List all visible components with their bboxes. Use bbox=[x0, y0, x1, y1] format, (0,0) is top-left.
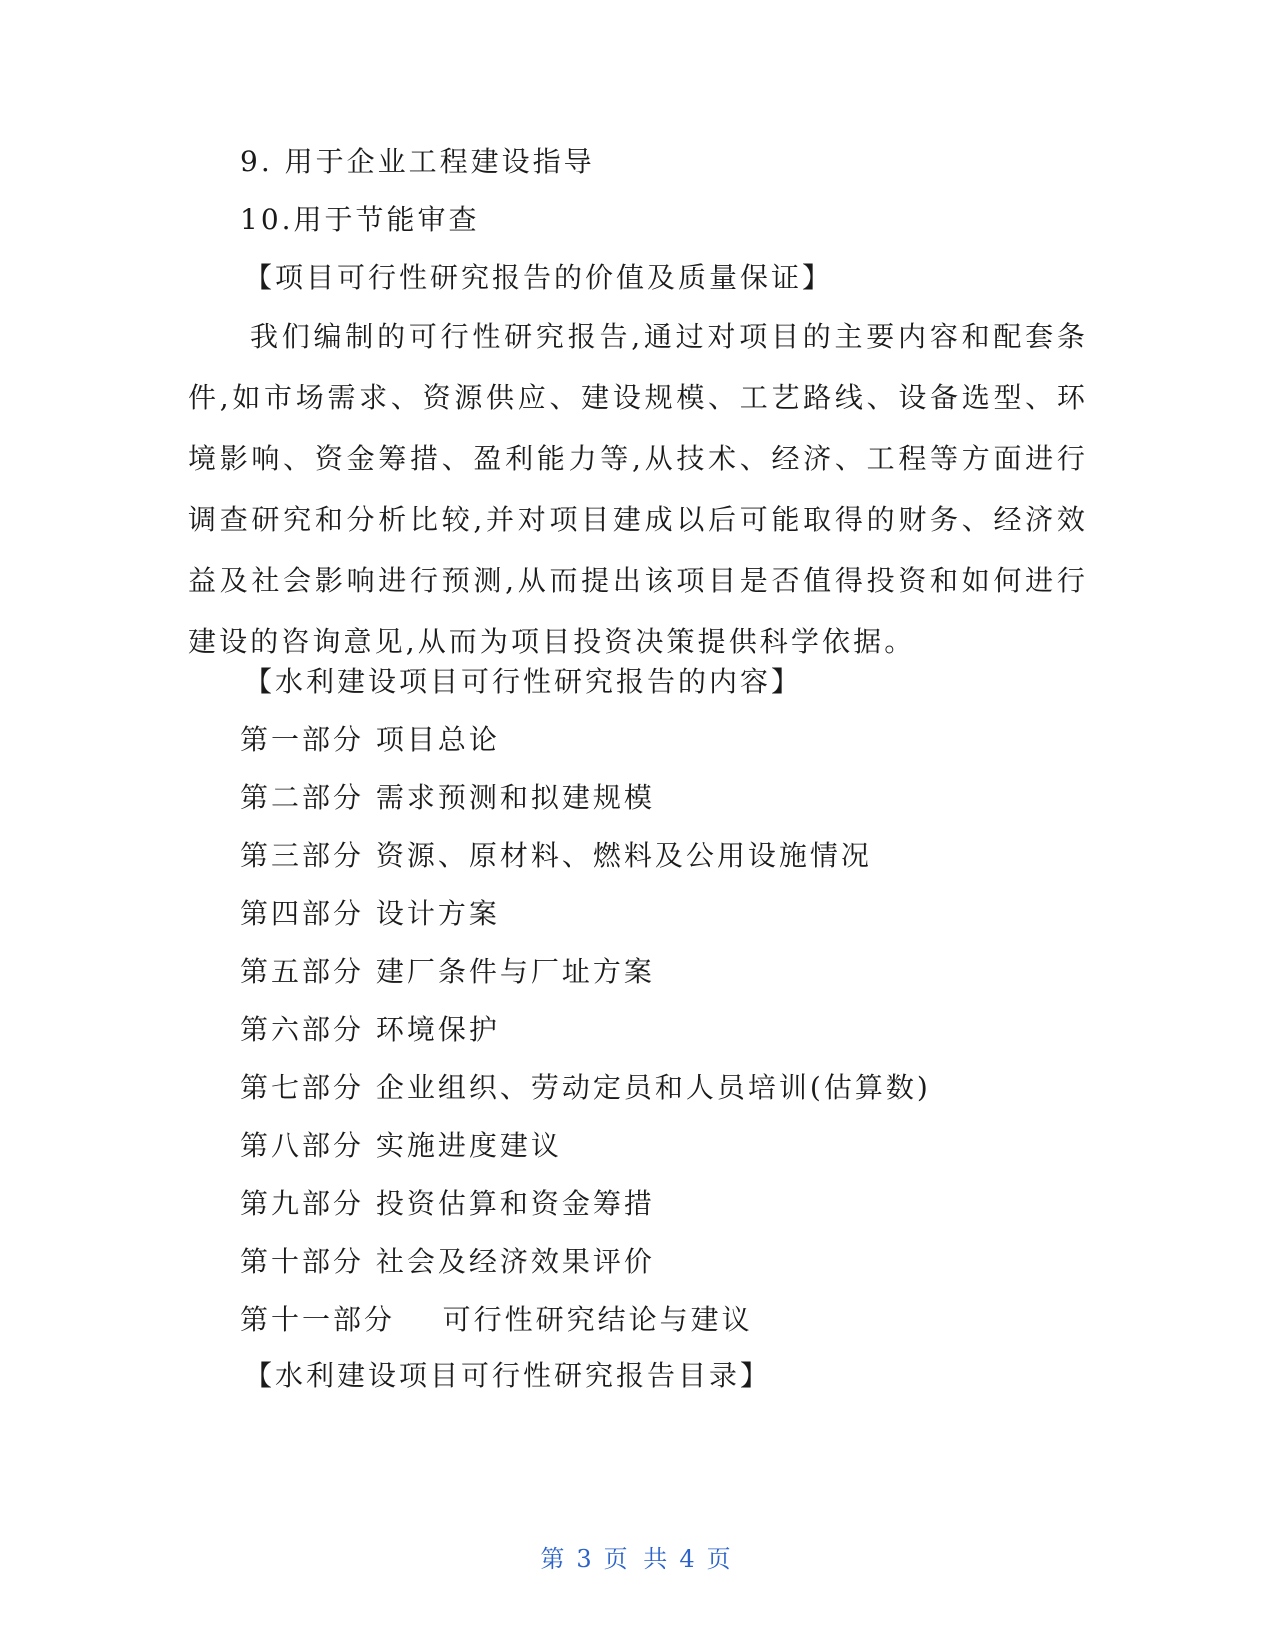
part-item-8: 第八部分 实施进度建议 bbox=[240, 1129, 562, 1162]
part-item-3: 第三部分 资源、原材料、燃料及公用设施情况 bbox=[240, 839, 872, 872]
part-item-9: 第九部分 投资估算和资金筹措 bbox=[240, 1187, 655, 1220]
paragraph-value-description: 我们编制的可行性研究报告,通过对项目的主要内容和配套条件,如市场需求、资源供应、建设规模、工艺路线、设备选型、环境影响、资金筹措、盈利能力等,从技术、经济、工程等方面进行调查研究和分析比较,并对项目建成以后可能取得的财务、经济效益及社会影响进行预测,从而提出该项目是否值得投资和如何进行建设的咨询意见,从而为项目投资决策提供科学依据。 bbox=[188, 320, 1088, 658]
heading-value-quality: 【项目可行性研究报告的价值及质量保证】 bbox=[244, 261, 834, 294]
part-item-6: 第六部分 环境保护 bbox=[240, 1013, 500, 1046]
footer-middle: 页 共 bbox=[603, 1545, 672, 1573]
part-item-2: 第二部分 需求预测和拟建规模 bbox=[240, 781, 655, 814]
list-item-9: 9. 用于企业工程建设指导 bbox=[240, 145, 595, 178]
part-item-4: 第四部分 设计方案 bbox=[240, 897, 500, 930]
footer-prefix: 第 bbox=[540, 1545, 569, 1573]
part-item-10: 第十部分 社会及经济效果评价 bbox=[240, 1245, 655, 1278]
footer-current-page: 3 bbox=[576, 1545, 596, 1573]
footer-total-pages: 4 bbox=[679, 1545, 699, 1573]
part-item-7: 第七部分 企业组织、劳动定员和人员培训(估算数) bbox=[240, 1071, 931, 1104]
heading-report-content: 【水利建设项目可行性研究报告的内容】 bbox=[244, 665, 803, 698]
list-item-10: 10.用于节能审查 bbox=[240, 203, 480, 236]
page-footer bbox=[0, 1543, 1275, 1575]
part-item-1: 第一部分 项目总论 bbox=[240, 723, 500, 756]
heading-report-toc: 【水利建设项目可行性研究报告目录】 bbox=[244, 1359, 772, 1392]
part-item-11: 第十一部分 可行性研究结论与建议 bbox=[240, 1303, 753, 1336]
footer-suffix: 页 bbox=[706, 1545, 735, 1573]
part-item-5: 第五部分 建厂条件与厂址方案 bbox=[240, 955, 655, 988]
